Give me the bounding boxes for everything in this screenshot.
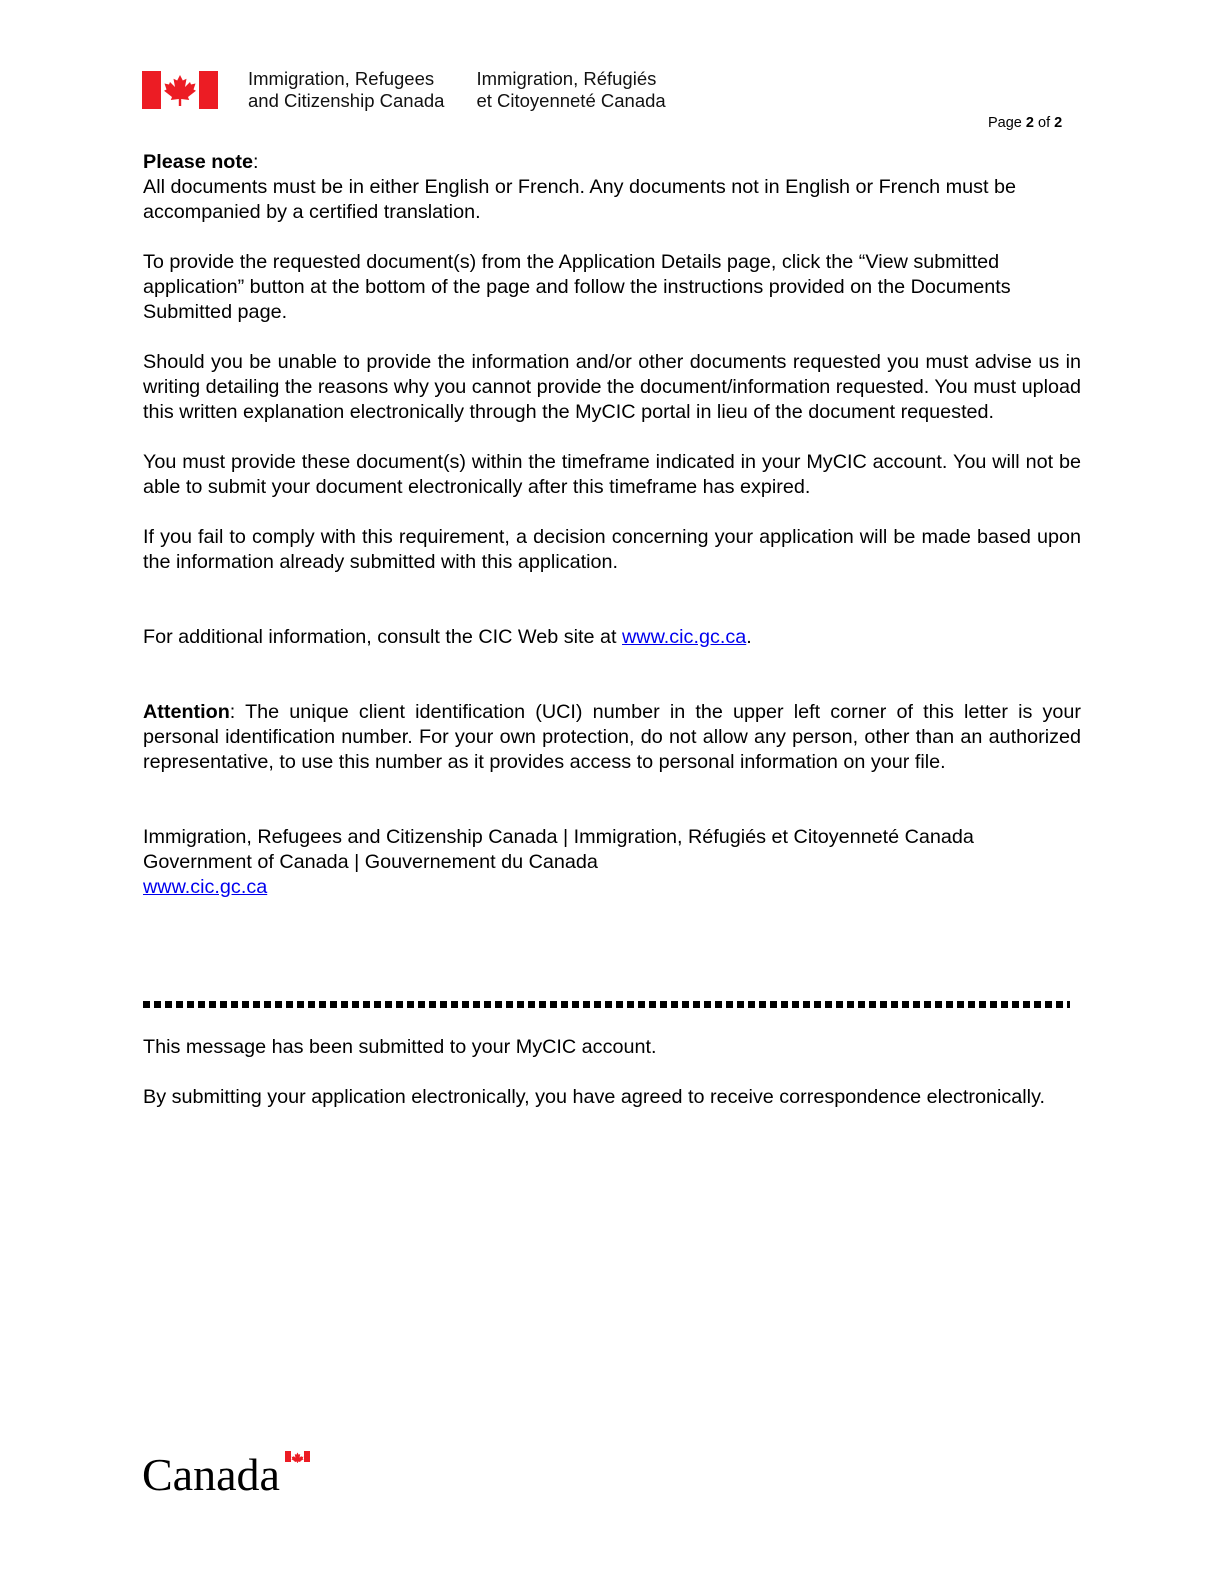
electronic-consent-notice: By submitting your application electronically, you have agreed to receive correspondence electronically. [143, 1086, 1045, 1108]
dotted-separator [143, 1001, 1070, 1008]
department-name-english [248, 68, 444, 112]
unable-to-provide-paragraph: Should you be unable to provide the information and/or other documents requested you must advise us in writing detailing the reasons why you cannot provide the document/information requested. You must upload this written explanation electronically through the MyCIC portal in lieu of the document requested. [143, 351, 1081, 423]
letter-footer-text [143, 1035, 1081, 1110]
signature-website-link[interactable]: www.cic.gc.ca [143, 876, 268, 898]
attention-paragraph [143, 700, 1081, 775]
letter-header [142, 68, 666, 112]
page-current: 2 [1025, 115, 1034, 131]
additional-info-paragraph [143, 625, 1081, 650]
department-fr-line-2: et Citoyenneté Canada [476, 90, 666, 111]
submitted-notice: This message has been submitted to your MyCIC account. [143, 1036, 657, 1058]
letter-body [143, 150, 1081, 900]
department-en-line-1: Immigration, Refugees [248, 68, 435, 89]
cic-website-link[interactable]: www.cic.gc.ca [622, 626, 747, 648]
page-number [988, 114, 1062, 132]
page-label: Page [988, 115, 1022, 131]
department-en-line-2: and Citizenship Canada [248, 90, 445, 111]
attention-text: : The unique client identification (UCI) number in the upper left corner of this letter is your personal identification number. For your own protection, do not allow any person, other than an authorized representative, to use this number as it provides access to personal information on your file. [143, 701, 1081, 773]
note-colon: : [252, 151, 259, 173]
failure-to-comply-paragraph: If you fail to comply with this requirement, a decision concerning your application will be made based upon the information already submitted with this application. [143, 526, 1081, 573]
timeframe-paragraph: You must provide these document(s) within the timeframe indicated in your MyCIC account. You will not be able to submit your document electronically after this timeframe has expired. [143, 451, 1081, 498]
note-paragraph: All documents must be in either English or French. Any documents not in English or French must be accompanied by a certified translation. [143, 176, 1017, 223]
page-total: 2 [1054, 115, 1063, 131]
department-fr-line-1: Immigration, Réfugiés [476, 68, 657, 89]
canada-flag-icon [142, 71, 218, 109]
wordmark-flag-icon [285, 1451, 310, 1463]
canada-wordmark [142, 1448, 314, 1494]
additional-info-suffix: . [746, 626, 752, 648]
signature-line-1: Immigration, Refugees and Citizenship Canada | Immigration, Réfugiés et Citoyenneté Canada [143, 826, 974, 848]
note-title: Please note [143, 151, 253, 173]
provide-documents-paragraph: To provide the requested document(s) from the Application Details page, click the “View submitted application” button at the bottom of the page and follow the instructions provided on the Documents Submitted page. [143, 251, 1011, 323]
canada-wordmark-text: Canada [142, 1449, 280, 1494]
attention-title: Attention [143, 701, 230, 723]
page-of: of [1038, 115, 1051, 131]
note-heading [143, 150, 1081, 175]
signature-link-line [143, 875, 1081, 900]
department-name-french [476, 68, 665, 112]
signature-line-2: Government of Canada | Gouvernement du Canada [143, 851, 598, 873]
additional-info-prefix: For additional information, consult the CIC Web site at [143, 626, 623, 648]
